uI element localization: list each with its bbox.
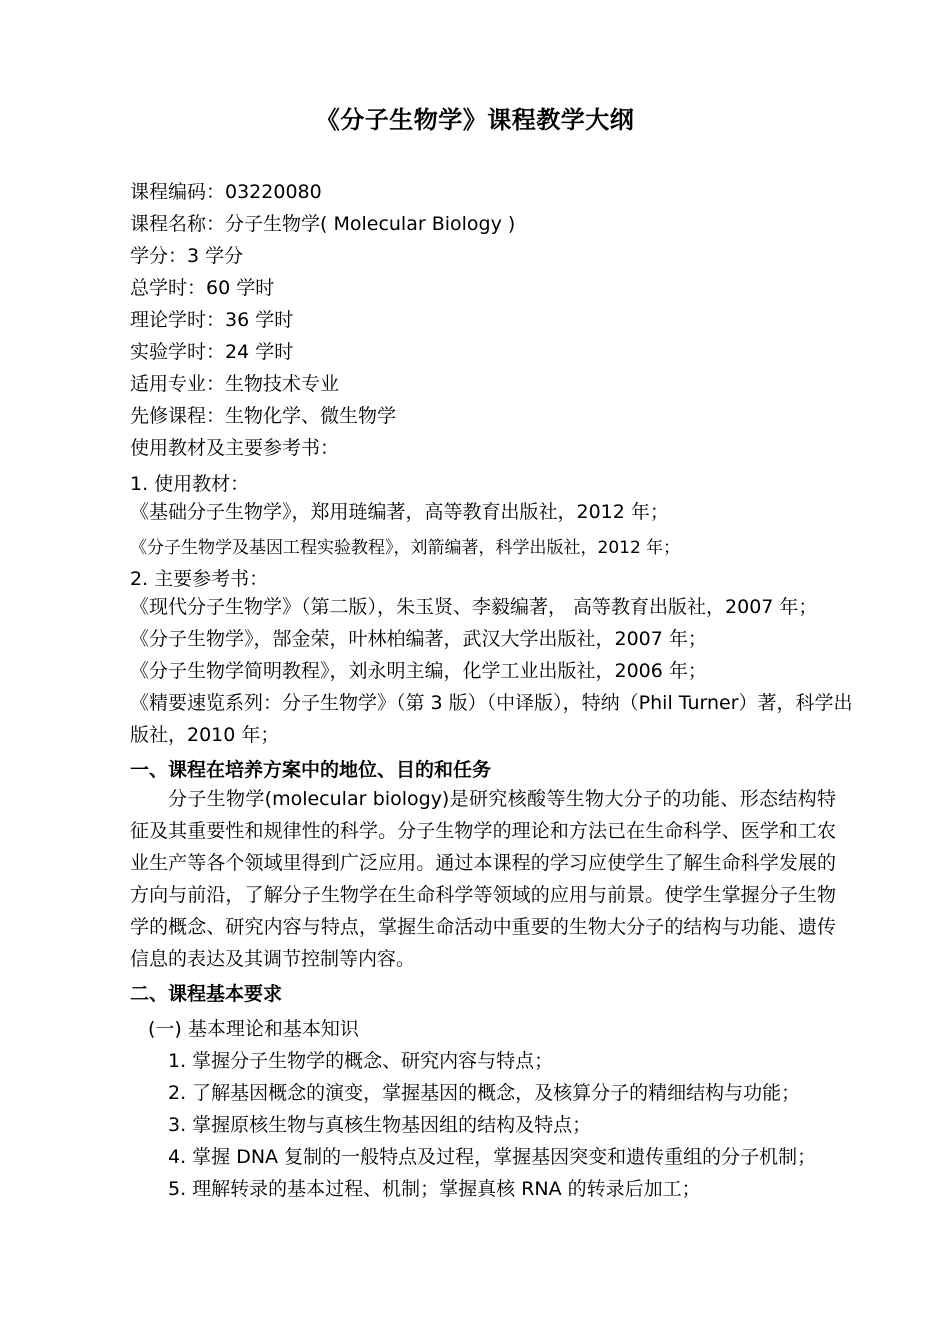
references-heading: 2. 主要参考书：: [130, 568, 269, 590]
section-heading: 一、课程在培养方案中的地位、目的和任务: [130, 759, 492, 781]
lab-hours: 实验学时：24 学时: [130, 341, 294, 363]
requirement-item: 3. 掌握原核生物与真核生物基因组的结构及特点；: [168, 1114, 592, 1136]
requirement-item: 5. 理解转录的基本过程、机制；掌握真核 RNA 的转录后加工；: [168, 1178, 701, 1200]
textbook-item: 《分子生物学及基因工程实验教程》，刘箭编著，科学出版社，2012 年；: [130, 538, 681, 558]
prerequisites: 先修课程：生物化学、微生物学: [130, 405, 397, 427]
section-paragraph: 分子生物学(molecular biology)是研究核酸等生物大分子的功能、形态结构特征及其重要性和规律性的科学。分子生物学的理论和方法已在生命科学、医学和工农业生产等各个领域里得到广泛应用。通过本课程的学习应使学生了解生命科学发展的方向与前沿，了解分子生物学在生命科学等领域的应用与前景。使学生掌握分子生物学的概念、研究内容与特点，掌握生命活动中重要的生物大分子的结构与功能、遗传信息的表达及其调节控制等内容。: [130, 788, 836, 970]
applicable-major: 适用专业：生物技术专业: [130, 373, 340, 395]
subsection-heading: (一) 基本理论和基本知识: [148, 1018, 359, 1040]
total-hours: 总学时：60 学时: [130, 277, 275, 299]
textbook-item: 《基础分子生物学》，郑用琏编著，高等教育出版社，2012 年；: [130, 501, 669, 523]
course-credits: 学分：3 学分: [130, 245, 244, 267]
theory-hours: 理论学时：36 学时: [130, 309, 294, 331]
course-code: 课程编码：03220080: [130, 181, 322, 203]
reference-item-continued: 版社，2010 年；: [130, 724, 280, 746]
reference-item: 《现代分子生物学》（第二版），朱玉贤、李毅编著， 高等教育出版社，2007 年；: [130, 596, 818, 618]
reference-item: 《分子生物学简明教程》，刘永明主编，化学工业出版社，2006 年；: [130, 660, 707, 682]
document-title: 《分子生物学》课程教学大纲: [315, 106, 635, 134]
reference-item: 《精要速览系列：分子生物学》（第 3 版）（中译版），特纳（Phil Turner）著，科学出: [130, 692, 853, 714]
reference-item: 《分子生物学》，郜金荣，叶林柏编著，武汉大学出版社，2007 年；: [130, 628, 707, 650]
section-heading: 二、课程基本要求: [130, 983, 283, 1005]
requirement-item: 1. 掌握分子生物学的概念、研究内容与特点；: [168, 1050, 554, 1072]
textbooks-heading: 1. 使用教材：: [130, 473, 250, 495]
textbooks-label: 使用教材及主要参考书：: [130, 437, 340, 459]
requirement-item: 2. 了解基因概念的演变，掌握基因的概念，及核算分子的精细结构与功能；: [168, 1082, 801, 1104]
course-name: 课程名称：分子生物学( Molecular Biology ): [130, 213, 516, 235]
requirement-item: 4. 掌握 DNA 复制的一般特点及过程，掌握基因突变和遗传重组的分子机制；: [168, 1146, 817, 1168]
